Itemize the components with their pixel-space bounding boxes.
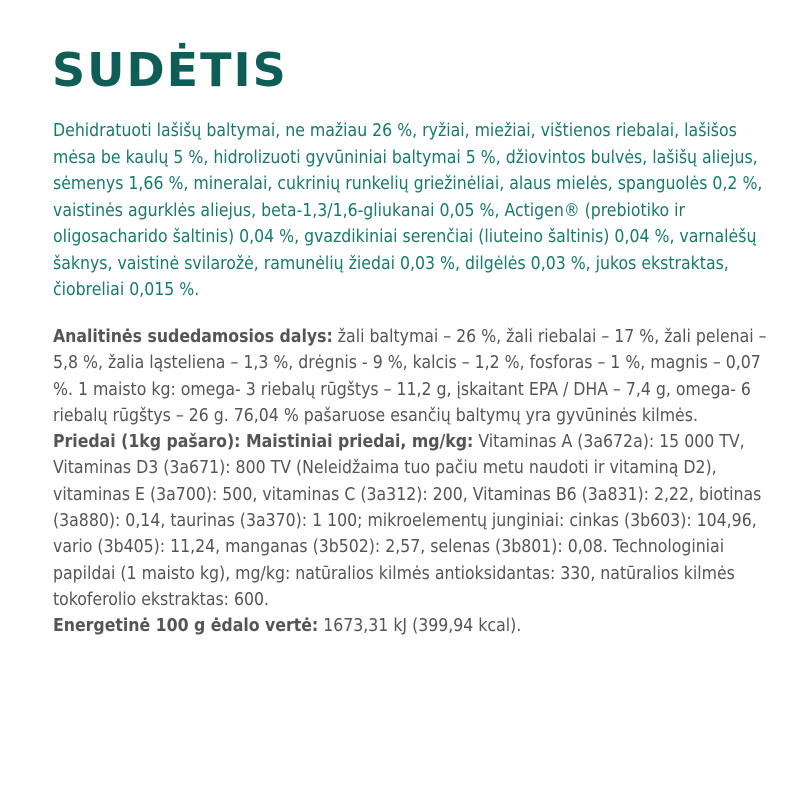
composition-text: Dehidratuoti lašišų baltymai, ne mažiau 26 %, ryžiai, miežiai, vištienos riebalai, lašišos mėsa be kaulų 5 %, hidrolizuoti gyvūniniai baltymai 5 %, džiovintos bulvės, lašišų aliejus, sėmenys 1,66 %, mineralai, cukrinių runkelių griežinėliai, alaus mielės, spanguolės 0,2 %, vaistinės agurklės aliejus, beta-1,3/1,6-gliukanai 0,05 %, Actigen® (prebiotiko ir oligosacharido šaltinis) 0,04 %, gvazdikiniai serenčiai (liuteino šaltinis) 0,04 %, varnalėšų šaknys, vaistinė svilarožė, ramunėlių žiedai 0,03 %, dilgėlės 0,03 %, jukos ekstraktas, čiobreliai 0,015 %.	[53, 121, 763, 300]
analytical-text: žali baltymai – 26 %, žali riebalai – 17 %, žali pelenai – 5,8 %, žalia ląsteliena – 1,3 %, drėgnis - 9 %, kalcis – 1,2 %, fosforas – 1 %, magnis – 0,07 %. 1 maisto kg: omega- 3 riebalų rūgštys – 11,2 g, įskaitant EPA / DHA – 7,4 g, omega- 6 riebalų rūgštys – 26 g. 76,04 % pašaruose esančių baltymų yra gyvūninės kilmės.	[53, 327, 767, 426]
details-section	[53, 324, 773, 640]
additives-label: Priedai (1kg pašaro): Maistiniai priedai, mg/kg:	[53, 432, 474, 453]
additives-paragraph	[53, 429, 773, 613]
energy-paragraph	[53, 613, 773, 639]
analytical-label: Analitinės sudedamosios dalys:	[53, 327, 333, 347]
analytical-paragraph	[53, 324, 773, 429]
additives-text: Vitaminas A (3a672a): 15 000 TV, Vitaminas D3 (3a671): 800 TV (Neleidžaima tuo pačiu metu naudoti ir vitaminą D2), vitaminas E (3a700): 500, vitaminas C (3a312): 200, Vitaminas B6 (3a831): 2,22, biotinas (3a880): 0,14, taurinas (3a370): 1 100; mikroelementų junginiai: cinkas (3b603): 104,96, vario (3b405): 11,24, manganas (3b502): 2,57, selenas (3b801): 0,08. Technologiniai papildai (1 maisto kg), mg/kg: natūralios kilmės antioksidantas: 330, natūralios kilmės tokoferolio ekstraktas: 600.	[53, 432, 762, 610]
energy-text: 1673,31 kJ (399,94 kcal).	[318, 616, 522, 637]
energy-label: Energetinė 100 g ėdalo vertė:	[53, 616, 319, 637]
page-title: SUDĖTIS	[52, 43, 288, 97]
